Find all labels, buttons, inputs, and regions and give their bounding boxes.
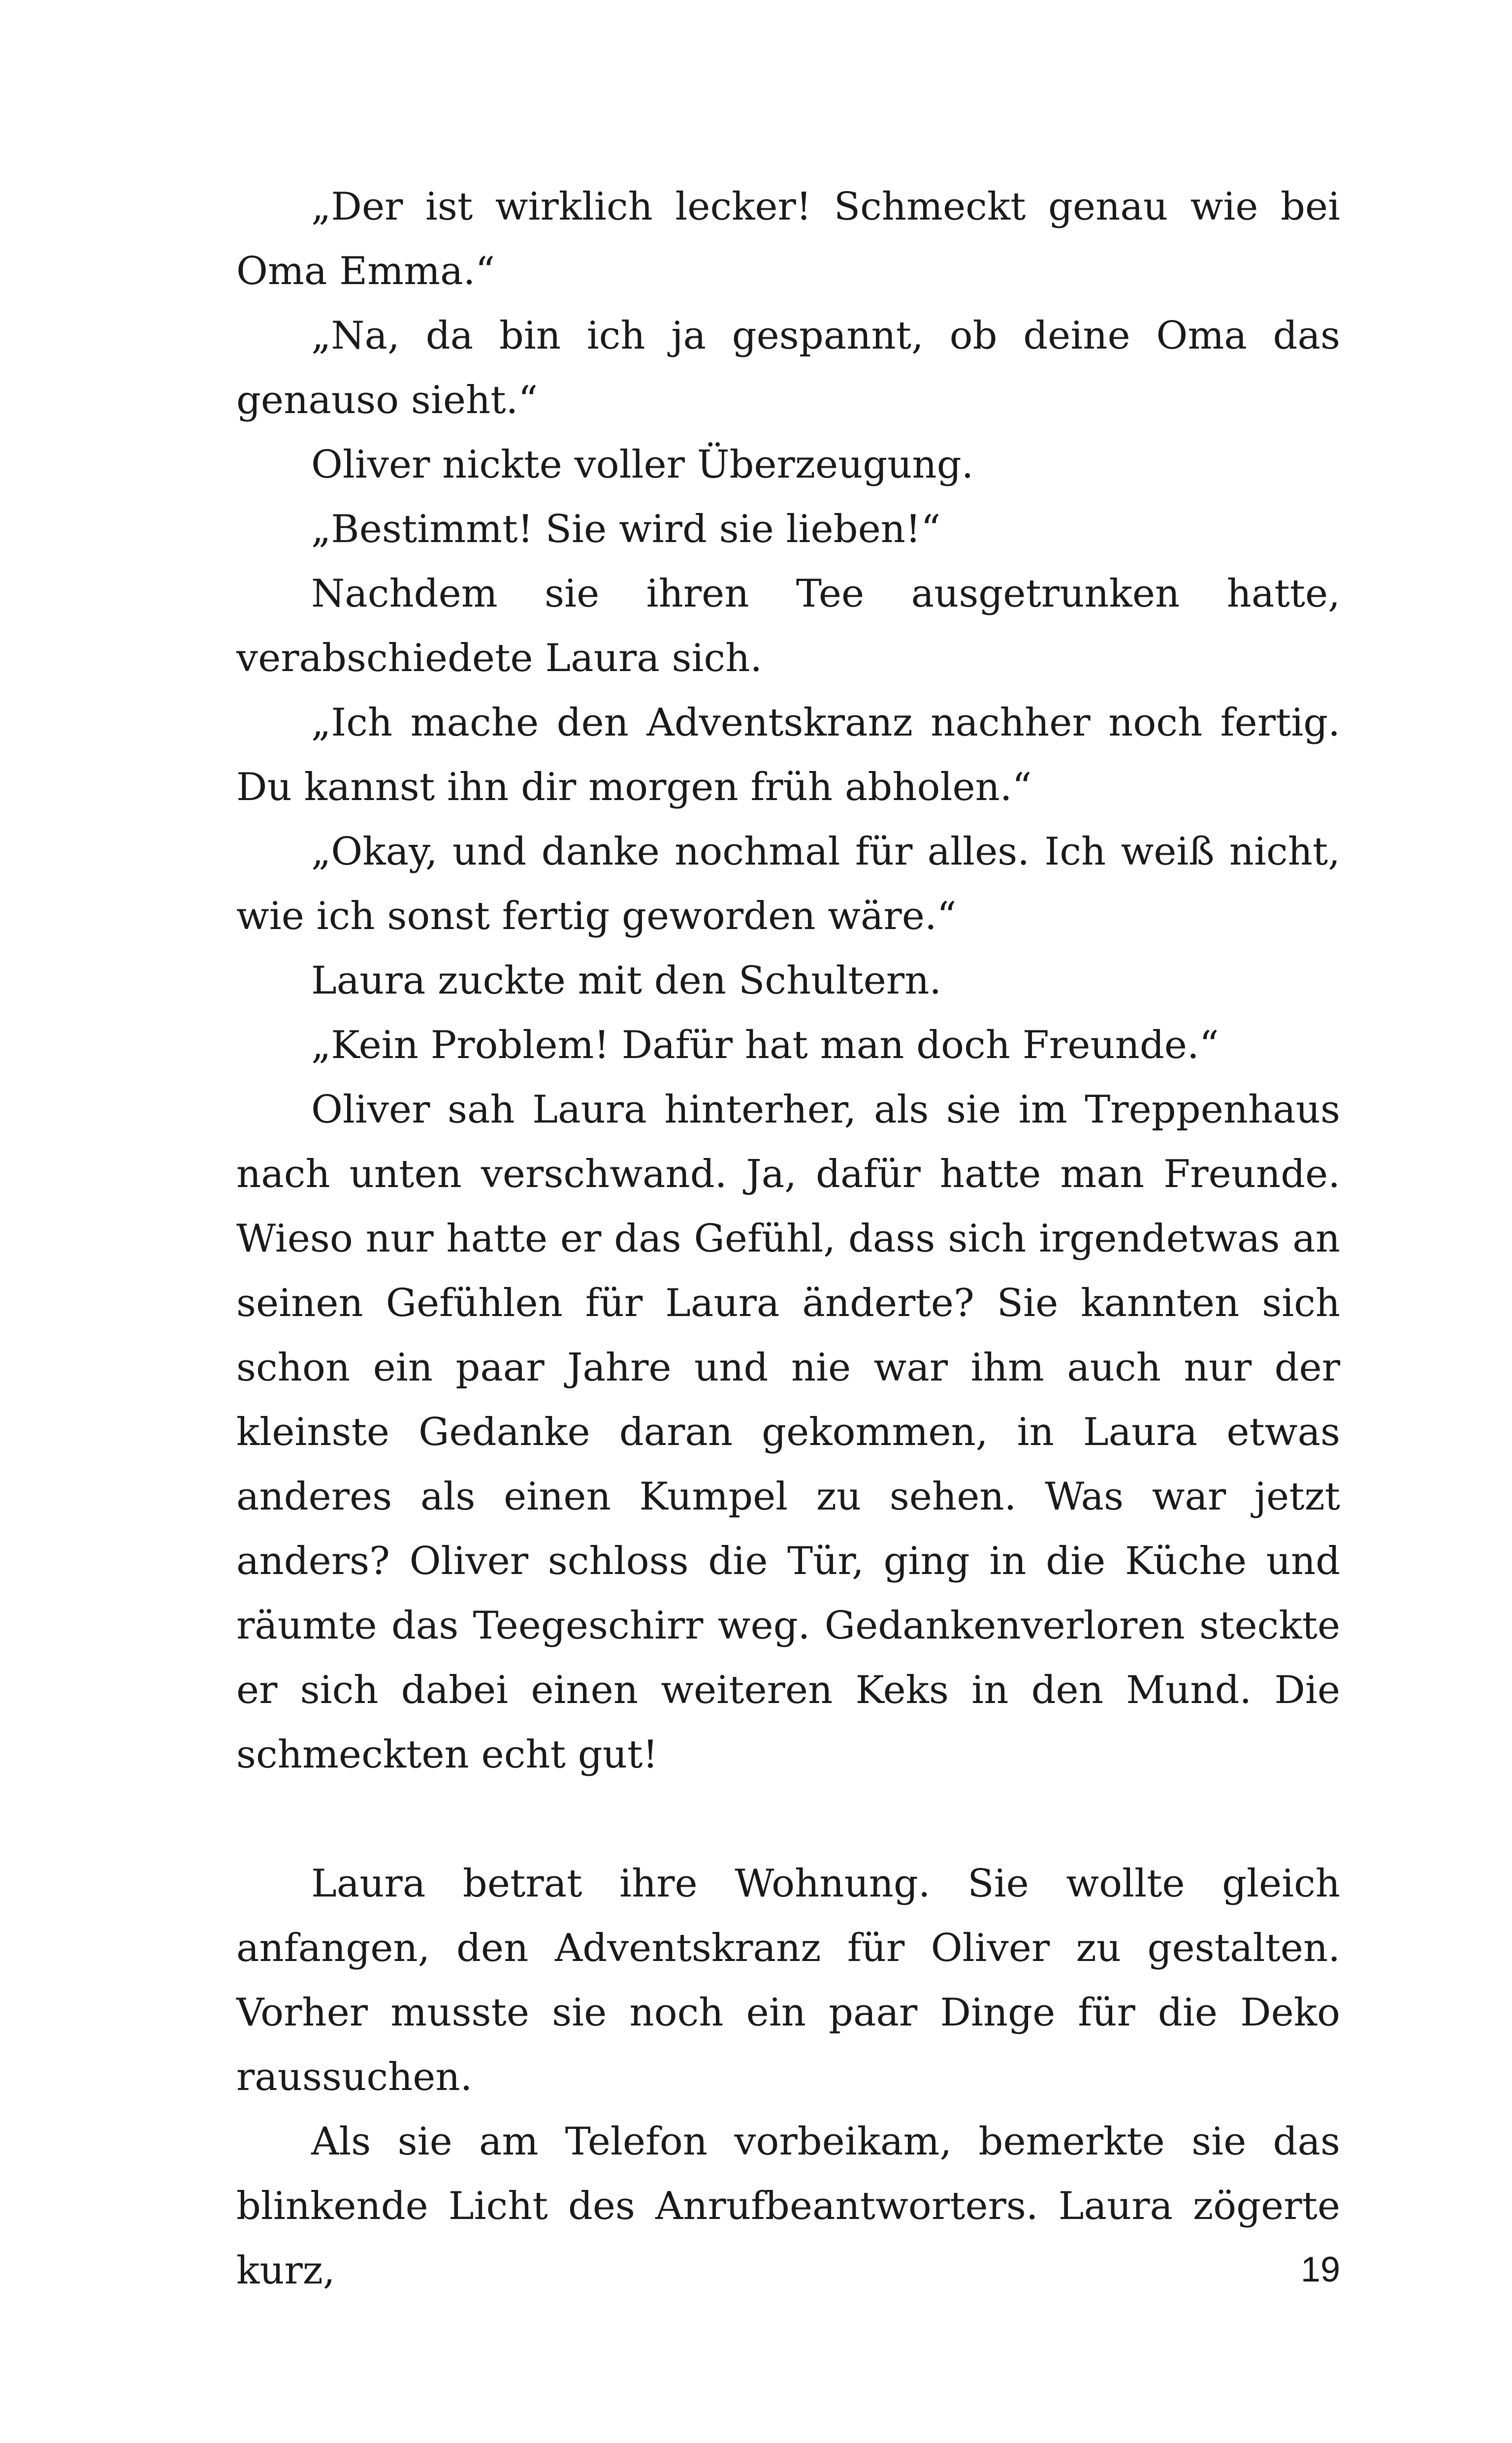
- page-number: 19: [1300, 2250, 1340, 2289]
- paragraph: „Kein Problem! Dafür hat man doch Freunde.“: [311, 1023, 1219, 1067]
- paragraph: Laura betrat ihre Wohnung. Sie wollte gleich anfangen, den Adventskranz für Oliver zu gestalten. Vorher musste sie noch ein paar Dinge für die Deko raussuchen.: [236, 1862, 1340, 2099]
- paragraph: Als sie am Telefon vorbeikam, bemerkte sie das blinkende Licht des Anrufbeantworters. Laura zögerte kurz,: [236, 2120, 1340, 2293]
- paragraph: Laura zuckte mit den Schultern.: [311, 959, 942, 1003]
- paragraph: „Na, da bin ich ja gespannt, ob deine Oma das genauso sieht.“: [236, 314, 1340, 422]
- paragraph: „Ich mache den Adventskranz nachher noch fertig. Du kannst ihn dir morgen früh abholen.“: [236, 701, 1340, 809]
- paragraph: Oliver sah Laura hinterher, als sie im Treppenhaus nach unten verschwand. Ja, dafür hatte man Freunde. Wieso nur hatte er das Gefühl, dass sich irgendetwas an seinen Gefühlen für Laura änderte? Sie kannten sich schon ein paar Jahre und nie war ihm auch nur der kleinste Gedanke daran gekommen, in Laura etwas anderes als einen Kumpel zu sehen. Was war jetzt anders? Oliver schloss die Tür, ging in die Küche und räumte das Teegeschirr weg. Gedankenverloren steckte er sich dabei einen weiteren Keks in den Mund. Die schmeckten echt gut!: [236, 1088, 1340, 1777]
- paragraph: „Okay, und danke nochmal für alles. Ich weiß nicht, wie ich sonst fertig geworden wäre.“: [236, 830, 1340, 938]
- body-text: [236, 175, 1340, 2303]
- paragraph: „Der ist wirklich lecker! Schmeckt genau wie bei Oma Emma.“: [236, 185, 1340, 293]
- section-break: [236, 1787, 1340, 1852]
- paragraph: Oliver nickte voller Überzeugung.: [311, 443, 974, 487]
- paragraph: „Bestimmt! Sie wird sie lieben!“: [311, 507, 941, 551]
- paragraph: Nachdem sie ihren Tee ausgetrunken hatte, verabschiedete Laura sich.: [236, 572, 1340, 680]
